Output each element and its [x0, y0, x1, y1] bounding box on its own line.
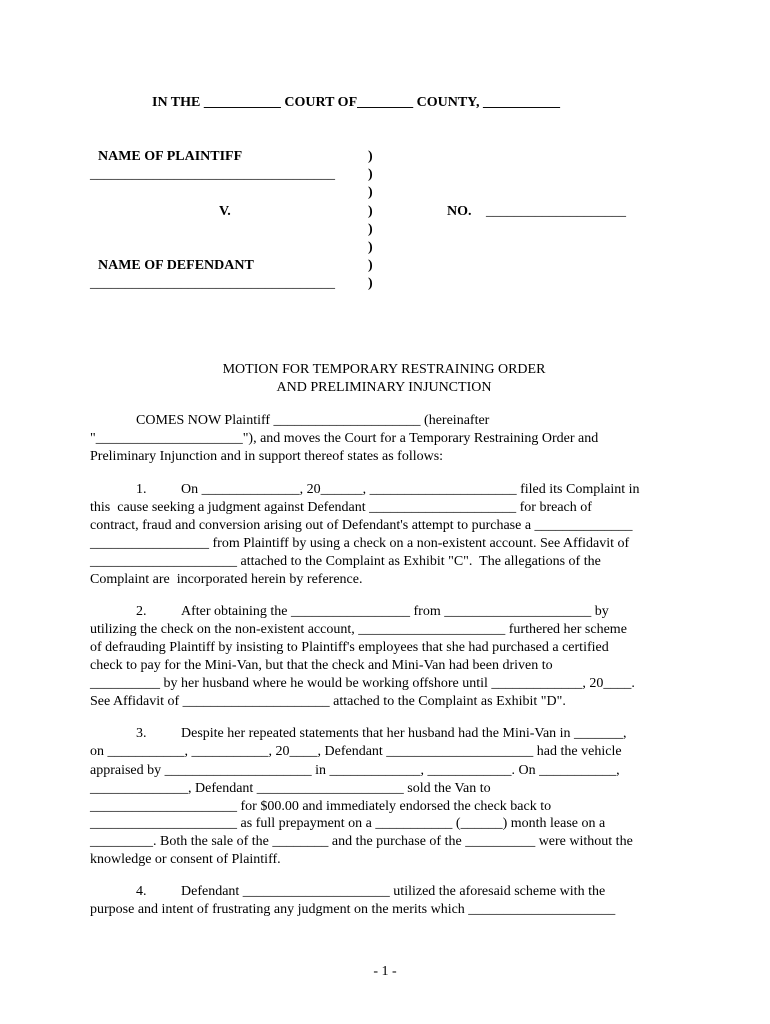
paragraph-line: utilizing the check on the non-existent account, _____________________ furthered her scheme — [90, 622, 627, 637]
defendant-name-line: ___________________________________ — [90, 276, 335, 291]
paragraph-line: See Affidavit of _____________________ attached to the Complaint as Exhibit "D". — [90, 694, 566, 709]
paragraph-line: On ______________, 20______, _____________________ filed its Complaint in — [181, 482, 640, 497]
case-number-label: NO. — [447, 204, 472, 219]
paragraph-line: _____________________ as full prepayment on a ___________ (______) month lease on a — [90, 816, 606, 831]
paragraph-line: _________. Both the sale of the ________ and the purchase of the __________ were without the — [90, 834, 633, 849]
paragraph-line: check to pay for the Mini-Van, but that the check and Mini-Van had been driven to — [90, 658, 553, 673]
caption-paren: ) — [368, 222, 373, 237]
intro-line: Preliminary Injunction and in support thereof states as follows: — [90, 449, 444, 464]
document-title-line-1: MOTION FOR TEMPORARY RESTRAINING ORDER — [222, 362, 546, 377]
paragraph-line: contract, fraud and conversion arising out of Defendant's attempt to purchase a ______________ — [90, 518, 633, 533]
paragraph-line: Defendant _____________________ utilized the aforesaid scheme with the — [181, 884, 606, 899]
paragraph-number: 1. — [136, 482, 147, 497]
paragraph-line: appraised by _____________________ in _____________, ____________. On ___________, — [90, 763, 620, 778]
caption-paren: ) — [368, 185, 373, 200]
caption-paren: ) — [368, 240, 373, 255]
caption-paren: ) — [368, 258, 373, 273]
caption-paren: ) — [368, 204, 373, 219]
paragraph-line: Complaint are incorporated herein by reference. — [90, 572, 363, 587]
plaintiff-name-line: ___________________________________ — [90, 167, 335, 182]
paragraph-line: Despite her repeated statements that her husband had the Mini-Van in _______, — [181, 726, 627, 741]
case-number-line: ____________________ — [486, 204, 626, 219]
intro-line: "_____________________"), and moves the Court for a Temporary Restraining Order and — [90, 431, 599, 446]
page-number: - 1 - — [373, 964, 397, 979]
paragraph-line: After obtaining the _________________ from _____________________ by — [181, 604, 609, 619]
paragraph-line: knowledge or consent of Plaintiff. — [90, 852, 281, 867]
paragraph-number: 4. — [136, 884, 147, 899]
intro-line: COMES NOW Plaintiff _____________________ (hereinafter — [136, 413, 490, 428]
versus-label: V. — [219, 204, 231, 219]
paragraph-line: this cause seeking a judgment against Defendant _____________________ for breach of — [90, 500, 592, 515]
paragraph-line: __________ by her husband where he would be working offshore until _____________, 20____. — [90, 676, 635, 691]
caption-paren: ) — [368, 149, 373, 164]
caption-paren: ) — [368, 276, 373, 291]
plaintiff-label: NAME OF PLAINTIFF — [98, 149, 243, 164]
paragraph-line: on ___________, ___________, 20____, Defendant _____________________ had the vehicle — [90, 744, 622, 759]
document-title-line-2: AND PRELIMINARY INJUNCTION — [276, 380, 492, 395]
caption-paren: ) — [368, 167, 373, 182]
paragraph-number: 2. — [136, 604, 147, 619]
paragraph-line: _________________ from Plaintiff by using a check on a non-existent account. See Affidavit of — [90, 536, 630, 551]
paragraph-line: ______________, Defendant _____________________ sold the Van to — [90, 781, 491, 796]
court-heading: IN THE ___________ COURT OF________ COUNTY, ___________ — [152, 95, 561, 110]
paragraph-line: _____________________ for $00.00 and immediately endorsed the check back to — [90, 799, 552, 814]
paragraph-line: of defrauding Plaintiff by insisting to Plaintiff's employees that she had purchased a certified — [90, 640, 609, 655]
paragraph-number: 3. — [136, 726, 147, 741]
defendant-label: NAME OF DEFENDANT — [98, 258, 254, 273]
paragraph-line: purpose and intent of frustrating any judgment on the merits which _____________________ — [90, 902, 616, 917]
paragraph-line: _____________________ attached to the Complaint as Exhibit "C". The allegations of the — [90, 554, 601, 569]
